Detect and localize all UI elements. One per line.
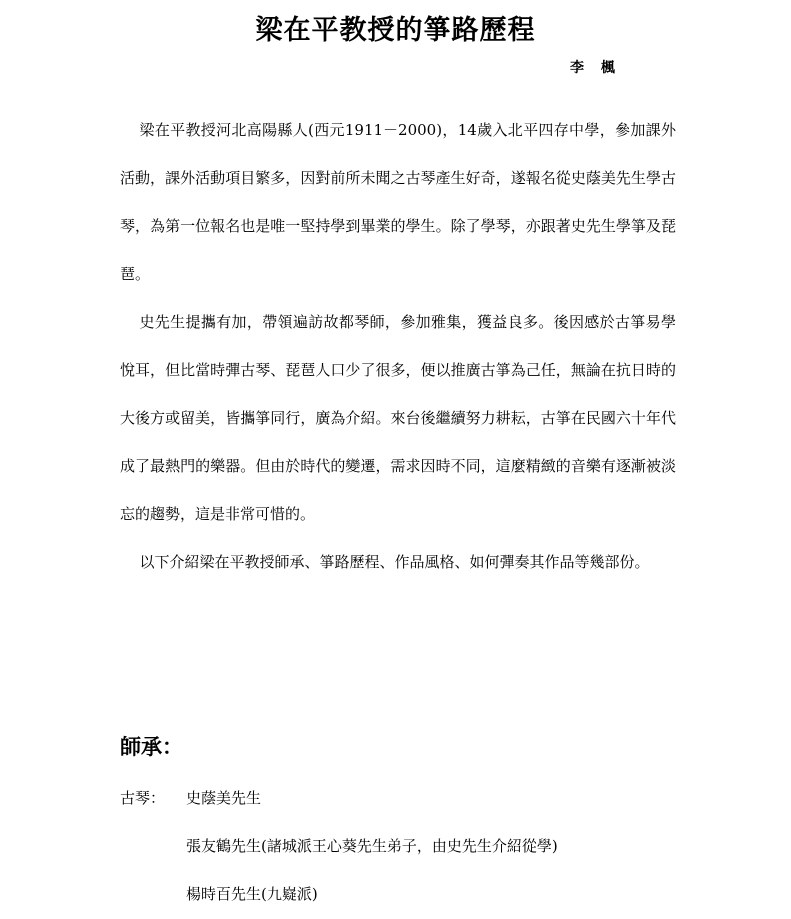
teacher-row [120,822,720,870]
teacher-name: 張友鶴先生(諸城派王心葵先生弟子，由史先生介紹從學) [186,837,558,855]
teacher-name: 史蔭美先生 [186,789,262,807]
teacher-instrument-label [120,822,186,870]
section-heading-teachers: 師承： [120,734,183,759]
paragraph-intro: 梁在平教授河北高陽縣人(西元1911－2000)，14歲入北平四存中學，參加課外活動，課外活動項目繁多，因對前所未聞之古琴產生好奇，遂報名從史蔭美先生學古琴，為第一位報名也是唯一堅持學到畢業的學生。除了學琴，亦跟著史先生學箏及琵琶。 [120,121,676,283]
teacher-instrument-label: 古琴： [120,789,166,807]
teacher-name: 楊時百先生(九嶷派) [186,885,318,903]
teacher-instrument-label [120,870,186,918]
body-text [120,106,676,586]
teacher-row [120,870,720,918]
author-name: 李 楓 [570,60,621,76]
teacher-list [120,774,720,918]
teacher-row [120,774,720,822]
document-title: 梁在平教授的箏路歷程 [255,15,536,46]
paragraph-outline: 以下介紹梁在平教授師承、箏路歷程、作品風格、如何彈奏其作品等幾部份。 [139,553,650,571]
paragraph-history: 史先生提攜有加，帶領遍訪故都琴師，參加雅集，獲益良多。後因感於古箏易學悅耳，但比當時彈古琴、琵琶人口少了很多，便以推廣古箏為己任，無論在抗日時的大後方或留美，皆攜箏同行，廣為介紹。來台後繼續努力耕耘，古箏在民國六十年代成了最熱門的樂器。但由於時代的變遷，需求因時不同，這麼精緻的音樂有逐漸被淡忘的趨勢，這是非常可惜的。 [120,313,676,523]
